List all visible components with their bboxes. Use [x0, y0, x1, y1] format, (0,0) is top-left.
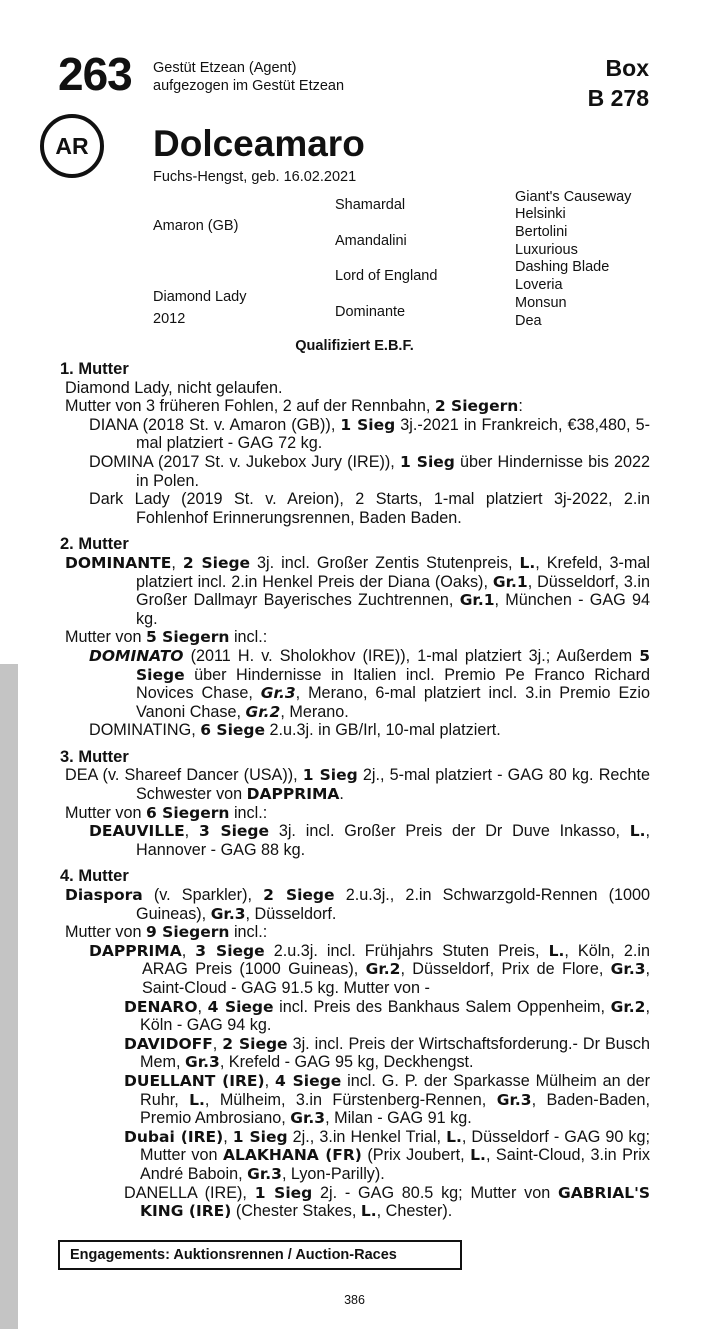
paragraph: Mutter von 6 Siegern incl.: — [65, 803, 268, 822]
section-title-1: 1. Mutter — [60, 360, 129, 378]
pedigree-g3-5: Dashing Blade — [515, 259, 610, 275]
pedigree-sire: Amaron (GB) — [153, 218, 239, 234]
paragraph: Diamond Lady, nicht gelaufen. — [65, 378, 283, 397]
ar-badge-icon: AR — [40, 114, 104, 178]
pedigree-dam-year: 2012 — [153, 311, 186, 327]
pedigree-g3-7: Monsun — [515, 295, 567, 311]
section-title-2: 2. Mutter — [60, 535, 129, 554]
dam-entry: Diaspora (v. Sparkler), 2 Siege 2.u.3j., 2.in Schwarzgold-Rennen (1000 Guineas), Gr.3, Düsseldorf. — [65, 886, 651, 923]
dam-entry: DOMINANTE, 2 Siege 3j. incl. Großer Zentis Stutenpreis, L., Krefeld, 3-mal platziert incl. 2.in Henkel Preis der Diana (Oaks), Gr.1, Düsseldorf, 3.in Großer Dallmayr Bayerisches Zuchtrennen, Gr.1, München - GAG 94 kg. — [65, 553, 650, 628]
breeder-info — [153, 59, 344, 95]
sex-and-birthdate: Fuchs-Hengst, geb. 16.02.2021 — [153, 169, 357, 185]
pedigree-g3-2: Helsinki — [515, 206, 566, 222]
lot-number: 263 — [58, 48, 132, 100]
box-number: B 278 — [587, 85, 649, 111]
dam-entry: DEA (v. Shareef Dancer (USA)), 1 Sieg 2j., 5-mal platziert - GAG 80 kg. Rechte Schwester von DAPPRIMA. — [65, 766, 650, 804]
offspring-entry: DOMINA (2017 St. v. Jukebox Jury (IRE)), 1 Sieg über Hindernisse bis 2022 in Polen. — [89, 452, 651, 490]
engagements-box: Engagements: Auktionsrennen / Auction-Races — [58, 1240, 462, 1270]
section-title-3: 3. Mutter — [60, 747, 129, 766]
offspring-entry: DUELLANT (IRE), 4 Siege incl. G. P. der Sparkasse Mülheim an der Ruhr, L., Mülheim, 3.in Fürstenberg-Rennen, Gr.3, Baden-Baden, Premio Ambrosiano, Gr.3, Milan - GAG 91 kg. — [124, 1071, 651, 1128]
pedigree-dam-dam: Dominante — [335, 304, 406, 320]
page-number: 386 — [344, 1293, 365, 1307]
pedigree-sire-dam: Amandalini — [335, 233, 407, 249]
box-info — [588, 53, 649, 113]
offspring-entry: DOMINATING, 6 Siege 2.u.3j. in GB/Irl, 10-mal platziert. — [89, 721, 501, 740]
side-margin-bar — [0, 664, 18, 1329]
section-title-4: 4. Mutter — [60, 867, 129, 886]
dam-line-content — [60, 360, 650, 1221]
offspring-entry: DAVIDOFF, 2 Siege 3j. incl. Preis der Wirtschaftsforderung.- Dr Busch Mem, Gr.3, Krefeld - GAG 95 kg, Deckhengst. — [124, 1034, 650, 1072]
pedigree-g3-3: Bertolini — [515, 224, 568, 240]
pedigree-g3-4: Luxurious — [515, 242, 578, 258]
pedigree-dam: Diamond Lady — [153, 289, 247, 305]
qualification-note: Qualifiziert E.B.F. — [295, 338, 414, 354]
pedigree-g3-1: Giant's Causeway — [515, 189, 632, 205]
pedigree-g3-8: Dea — [515, 313, 542, 329]
breeder-line-2: aufgezogen im Gestüt Etzean — [153, 78, 345, 94]
breeder-line-1: Gestüt Etzean (Agent) — [153, 60, 297, 76]
offspring-entry: DEAUVILLE, 3 Siege 3j. incl. Großer Preis der Dr Duve Inkasso, L., Hannover - GAG 88 kg. — [89, 822, 651, 859]
horse-name: Dolceamaro — [153, 123, 365, 164]
paragraph: Mutter von 9 Siegern incl.: — [65, 923, 268, 942]
offspring-entry: Dark Lady (2019 St. v. Areion), 2 Starts, 1-mal platziert 3j-2022, 2.in Fohlenhof Erinnerungsrennen, Baden Baden. — [89, 490, 650, 527]
paragraph: Mutter von 5 Siegern incl.: — [65, 628, 268, 647]
offspring-entry: DOMINATO (2011 H. v. Sholokhov (IRE)), 1-mal platziert 3j.; Außerdem 5 Siege über Hindernisse in Italien incl. Premio Pe Franco Richard Novices Chase, Gr.3, Merano, 6-mal platziert incl. 3.in Premio Ezio Vanoni Chase, Gr.2, Merano. — [89, 646, 651, 721]
offspring-entry: DIANA (2018 St. v. Amaron (GB)), 1 Sieg 3j.-2021 in Frankreich, €38,480, 5-mal platziert - GAG 72 kg. — [89, 415, 651, 453]
offspring-entry: DANELLA (IRE), 1 Sieg 2j. - GAG 80.5 kg; Mutter von GABRIAL'S KING (IRE) (Chester Stakes, L., Chester). — [124, 1183, 651, 1221]
pedigree-sire-sire: Shamardal — [335, 197, 406, 213]
offspring-entry: Dubai (IRE), 1 Sieg 2j., 3.in Henkel Trial, L., Düsseldorf - GAG 90 kg; Mutter von ALAKHANA (FR) (Prix Joubert, L., Saint-Cloud, 3.in Prix André Baboin, Gr.3, Lyon-Parilly). — [124, 1127, 651, 1183]
offspring-entry: DAPPRIMA, 3 Siege 2.u.3j. incl. Frühjahrs Stuten Preis, L., Köln, 2.in ARAG Preis (1000 Guineas), Gr.2, Düsseldorf, Prix de Flore, Gr.3, Saint-Cloud - GAG 91.5 kg. Mutter von - — [89, 941, 651, 997]
paragraph: Mutter von 3 früheren Fohlen, 2 auf der Rennbahn, 2 Siegern: — [65, 397, 523, 416]
box-label: Box — [605, 55, 649, 81]
offspring-entry: DENARO, 4 Siege incl. Preis des Bankhaus Salem Oppenheim, Gr.2, Köln - GAG 94 kg. — [124, 997, 650, 1035]
pedigree-dam-sire: Lord of England — [335, 268, 438, 284]
pedigree-g3-6: Loveria — [515, 277, 563, 293]
